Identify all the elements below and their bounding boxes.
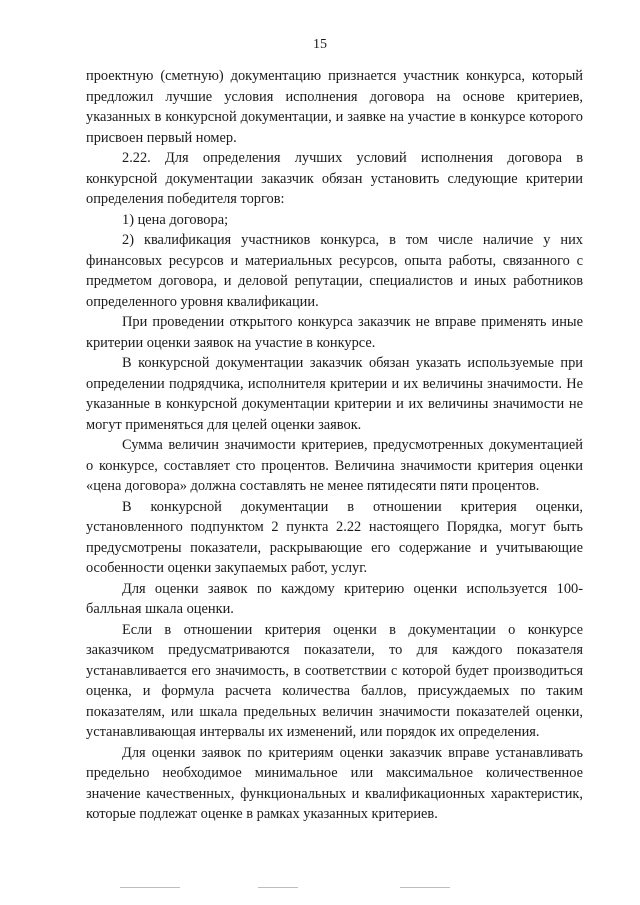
paragraph-limit-values: Для оценки заявок по критериям оценки заказчик вправе устанавливать предельно необходимое минимальное или максимальное количественное значение качественных, функциональных и квалификационных характеристик, которые подлежат оценке в рамках указанных критериев. <box>86 744 583 822</box>
page-number: 15 <box>313 37 327 52</box>
paragraph-2-22: 2.22. Для определения лучших условий исполнения договора в конкурсной документации заказчик обязан установить следующие критерии определения победителя торгов: <box>86 150 583 207</box>
paragraph-100-point-scale: Для оценки заявок по каждому критерию оценки используется 100-балльная шкала оценки. <box>86 580 583 617</box>
scan-artifact-line <box>258 887 298 888</box>
paragraph-indicator-weights: Если в отношении критерия оценки в документации о конкурсе заказчиком предусматриваются показатели, то для каждого показателя устанавливается его значимость, в соответствии с которой будет производиться оценка, и формула расчета количества баллов, присуждаемых по таким показателям, или шкала предельных величин значимости показателей оценки, устанавливающая интервалы их изменений, или порядок их определения. <box>86 621 583 740</box>
scan-artifact-line <box>120 887 180 888</box>
document-body <box>86 66 583 825</box>
paragraph-indicators: В конкурсной документации в отношении критерия оценки, установленного подпунктом 2 пункта 2.22 настоящего Порядка, могут быть предусмотрены показатели, раскрывающие его содержание и учитывающие особенности оценки закупаемых работ, услуг. <box>86 498 583 576</box>
list-item-2: 2) квалификация участников конкурса, в том числе наличие у них финансовых ресурсов и материальных ресурсов, опыта работы, связанного с предметом договора, и деловой репутации, специалистов и иных работников определенного уровня квалификации. <box>86 232 583 310</box>
scan-artifact-line <box>400 887 450 888</box>
paragraph-open-contest: При проведении открытого конкурса заказчик не вправе применять иные критерии оценки заявок на участие в конкурсе. <box>86 314 583 351</box>
paragraph-criteria-documentation: В конкурсной документации заказчик обязан указать используемые при определении подрядчика, исполнителя критерии и их величины значимости. Не указанные в конкурсной документации критерии и их величины значимости не могут применяться для целей оценки заявок. <box>86 355 583 433</box>
paragraph-continuation: проектную (сметную) документацию признается участник конкурса, который предложил лучшие условия исполнения договора на основе критериев, указанных в конкурсной документации, и заявке на участие в конкурсе которого присвоен первый номер. <box>86 68 583 146</box>
list-item-1: 1) цена договора; <box>122 211 229 228</box>
paragraph-weight-sum: Сумма величин значимости критериев, предусмотренных документацией о конкурсе, составляет сто процентов. Величина значимости критерия оценки «цена договора» должна составлять не менее пятидесяти пяти процентов. <box>86 437 583 494</box>
